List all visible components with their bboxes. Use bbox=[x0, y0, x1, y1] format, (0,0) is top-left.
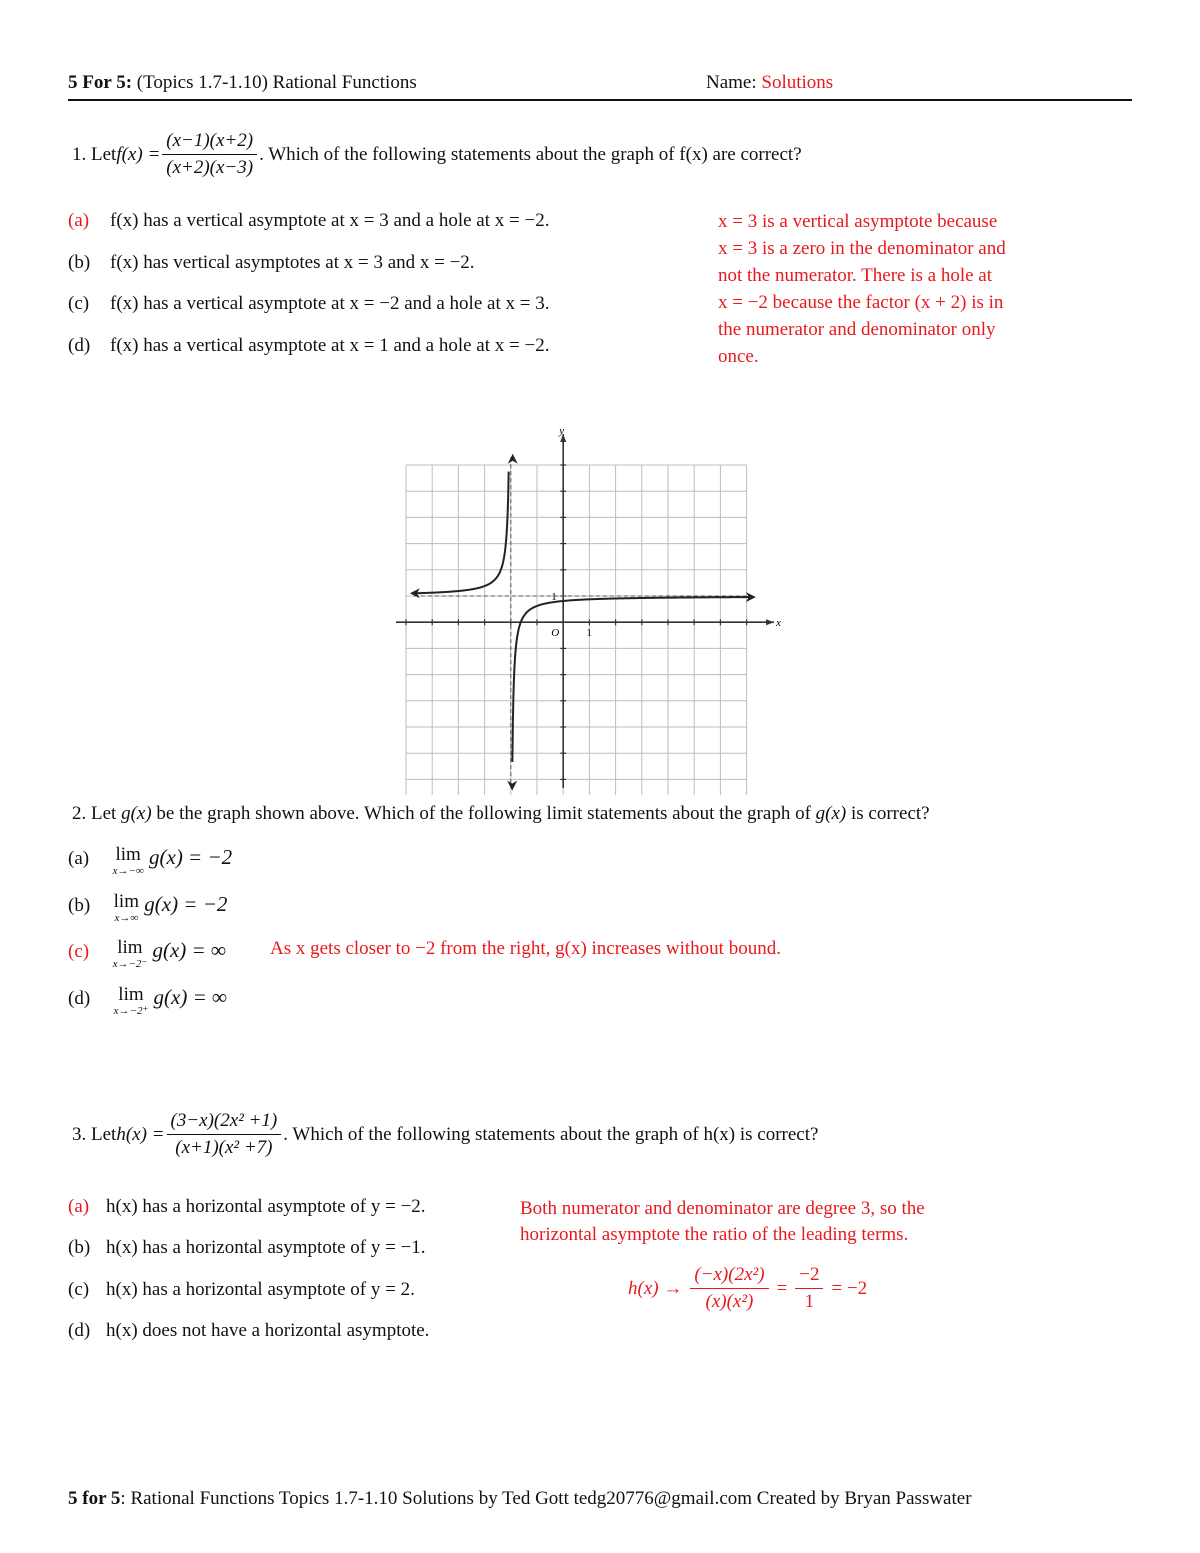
lim-text: lim bbox=[113, 891, 139, 912]
header-title: (Topics 1.7-1.10) Rational Functions bbox=[132, 72, 417, 93]
q3-option-b-label: (b) bbox=[68, 1237, 91, 1258]
q2-solution: As x gets closer to −2 from the right, g(x) increases without bound. bbox=[270, 938, 781, 959]
q3-solution-line: Both numerator and denominator are degree 3, so the bbox=[520, 1198, 925, 1219]
q2-option-a bbox=[68, 845, 232, 877]
lim-subscript: x→−2⁺ bbox=[113, 1005, 149, 1017]
q3-eq-num-1: (−x)(2x²) bbox=[690, 1264, 768, 1289]
q3-solution bbox=[520, 1196, 925, 1248]
q2-lead: 2. Let bbox=[72, 803, 122, 824]
q3-eq-fraction-2 bbox=[795, 1264, 823, 1313]
q2-option-b-label: (b) bbox=[68, 895, 91, 916]
q3-func: h(x) = bbox=[116, 1123, 165, 1145]
q1-solution-line: once. bbox=[718, 346, 759, 367]
curve-left-branch bbox=[414, 472, 509, 594]
q3-option-d-label: (d) bbox=[68, 1320, 91, 1341]
lim-text: lim bbox=[117, 937, 143, 958]
q1-option-a bbox=[68, 210, 89, 232]
q2-option-c-expr: g(x) = ∞ bbox=[147, 938, 226, 962]
q2-option-d bbox=[68, 985, 227, 1017]
lim-subscript: x→∞ bbox=[114, 912, 139, 924]
q1-option-b-label: (b) bbox=[68, 252, 91, 273]
q1-option-b bbox=[68, 252, 90, 274]
q1-option-c-label: (c) bbox=[68, 293, 90, 314]
q2-option-a-label: (a) bbox=[68, 848, 90, 869]
q2-option-c-label: (c) bbox=[68, 941, 90, 962]
lim-text: lim bbox=[115, 844, 141, 865]
q3-option-a-text: h(x) has a horizontal asymptote of y = −2. bbox=[106, 1196, 426, 1217]
limit-notation bbox=[114, 985, 149, 1017]
q2-func2: g(x) bbox=[815, 803, 847, 824]
q1-solution-line: not the numerator. There is a hole at bbox=[718, 265, 993, 286]
q1-option-d bbox=[68, 335, 90, 357]
y-tick-label-1: 1 bbox=[551, 591, 557, 603]
q1-solution-line: x = 3 is a vertical asymptote because bbox=[718, 211, 998, 232]
x-axis-arrow bbox=[766, 619, 774, 625]
q3-option-c-text: h(x) has a horizontal asymptote of y = 2. bbox=[106, 1279, 415, 1300]
name-label: Name: bbox=[706, 72, 762, 93]
q1-solution-line: x = −2 because the factor (x + 2) is in bbox=[718, 292, 1004, 313]
q2-option-a-expr: g(x) = −2 bbox=[143, 845, 233, 869]
q3-eq-num-2: −2 bbox=[795, 1264, 823, 1289]
q3-option-a-label: (a) bbox=[68, 1196, 90, 1217]
q1-prompt bbox=[72, 130, 802, 179]
q3-lead: 3. Let bbox=[72, 1123, 117, 1145]
q1-question: . Which of the following statements about the graph of f(x) are correct? bbox=[259, 143, 802, 165]
top-end-arrow bbox=[508, 454, 518, 464]
bottom-end-arrow bbox=[507, 781, 517, 791]
q3-eq-equals: = bbox=[776, 1277, 788, 1299]
graph-axes bbox=[396, 434, 774, 795]
q3-equation bbox=[628, 1264, 867, 1313]
q1-option-a-label: (a) bbox=[68, 210, 90, 231]
worksheet-header bbox=[68, 72, 417, 94]
q3-option-b-text: h(x) has a horizontal asymptote of y = −1. bbox=[106, 1237, 426, 1258]
q1-option-b-text: f(x) has vertical asymptotes at x = 3 and x = −2. bbox=[110, 252, 475, 273]
q2-option-b bbox=[68, 892, 227, 924]
lim-subscript: x→−∞ bbox=[112, 865, 144, 877]
limit-notation bbox=[113, 845, 144, 877]
y-axis-label: y bbox=[559, 425, 565, 437]
graph-grid bbox=[406, 465, 747, 795]
q3-option-d-text: h(x) does not have a horizontal asymptote. bbox=[106, 1320, 430, 1341]
page-footer bbox=[68, 1488, 972, 1510]
q2-option-d-expr: g(x) = ∞ bbox=[148, 985, 227, 1009]
name-field bbox=[706, 72, 833, 94]
footer-prefix: 5 for 5 bbox=[68, 1488, 121, 1509]
lim-subscript: x→−2⁻ bbox=[112, 958, 148, 970]
q3-prompt bbox=[72, 1110, 818, 1159]
x-axis-label: x bbox=[776, 617, 781, 630]
q3-option-b bbox=[68, 1237, 90, 1259]
q3-option-a bbox=[68, 1196, 89, 1218]
q1-solution-line: the numerator and denominator only bbox=[718, 319, 996, 340]
q1-option-d-label: (d) bbox=[68, 335, 91, 356]
q1-denominator: (x+2)(x−3) bbox=[166, 157, 254, 178]
q1-option-c-text: f(x) has a vertical asymptote at x = −2 and a hole at x = 3. bbox=[110, 293, 550, 314]
q2-question-end: is correct? bbox=[846, 803, 930, 824]
q3-numerator: (3−x)(2x² +1) bbox=[167, 1110, 282, 1135]
q3-eq-result: = −2 bbox=[831, 1277, 868, 1299]
q1-solution-line: x = 3 is a zero in the denominator and bbox=[718, 238, 1006, 259]
q2-question: be the graph shown above. Which of the following limit statements about the graph of bbox=[151, 803, 816, 824]
q1-numerator: (x−1)(x+2) bbox=[162, 130, 257, 155]
q1-option-a-text: f(x) has a vertical asymptote at x = 3 and a hole at x = −2. bbox=[110, 210, 550, 231]
name-value: Solutions bbox=[761, 72, 834, 93]
q2-prompt bbox=[72, 803, 930, 825]
limit-notation bbox=[114, 892, 139, 924]
q2-option-d-label: (d) bbox=[68, 988, 91, 1009]
q3-option-c-label: (c) bbox=[68, 1279, 90, 1300]
header-prefix: 5 For 5: bbox=[68, 72, 133, 93]
lim-text: lim bbox=[118, 984, 144, 1005]
q2-func: g(x) bbox=[121, 803, 152, 824]
g-graph bbox=[390, 420, 790, 795]
q1-option-d-text: f(x) has a vertical asymptote at x = 1 and a hole at x = −2. bbox=[110, 335, 550, 356]
q3-option-d bbox=[68, 1320, 90, 1342]
origin-label: O bbox=[551, 627, 560, 640]
q1-func: f(x) = bbox=[116, 143, 161, 165]
q3-denominator: (x+1)(x² +7) bbox=[175, 1137, 273, 1158]
q1-option-c bbox=[68, 293, 89, 315]
q3-eq-fraction-1 bbox=[690, 1264, 768, 1313]
header-rule bbox=[68, 99, 1132, 101]
q3-solution-line: horizontal asymptote the ratio of the leading terms. bbox=[520, 1224, 909, 1245]
footer-text: : Rational Functions Topics 1.7-1.10 Solutions by Ted Gott tedg20776@gmail.com Created by Bryan Passwater bbox=[120, 1488, 972, 1509]
q1-solution bbox=[718, 208, 1006, 370]
q1-fraction bbox=[162, 130, 257, 179]
limit-notation bbox=[113, 938, 148, 970]
q1-lead: 1. Let bbox=[72, 143, 117, 165]
q3-eq-den-1: (x)(x²) bbox=[705, 1291, 754, 1312]
q3-option-c bbox=[68, 1279, 89, 1301]
q2-option-c bbox=[68, 938, 226, 970]
q3-eq-den-2: 1 bbox=[804, 1291, 815, 1312]
q3-question: . Which of the following statements about the graph of h(x) is correct? bbox=[283, 1123, 819, 1145]
q2-option-b-expr: g(x) = −2 bbox=[139, 892, 228, 916]
q3-fraction bbox=[167, 1110, 282, 1159]
x-tick-label-1: 1 bbox=[586, 627, 592, 640]
q3-eq-lhs: h(x) → bbox=[628, 1277, 683, 1299]
